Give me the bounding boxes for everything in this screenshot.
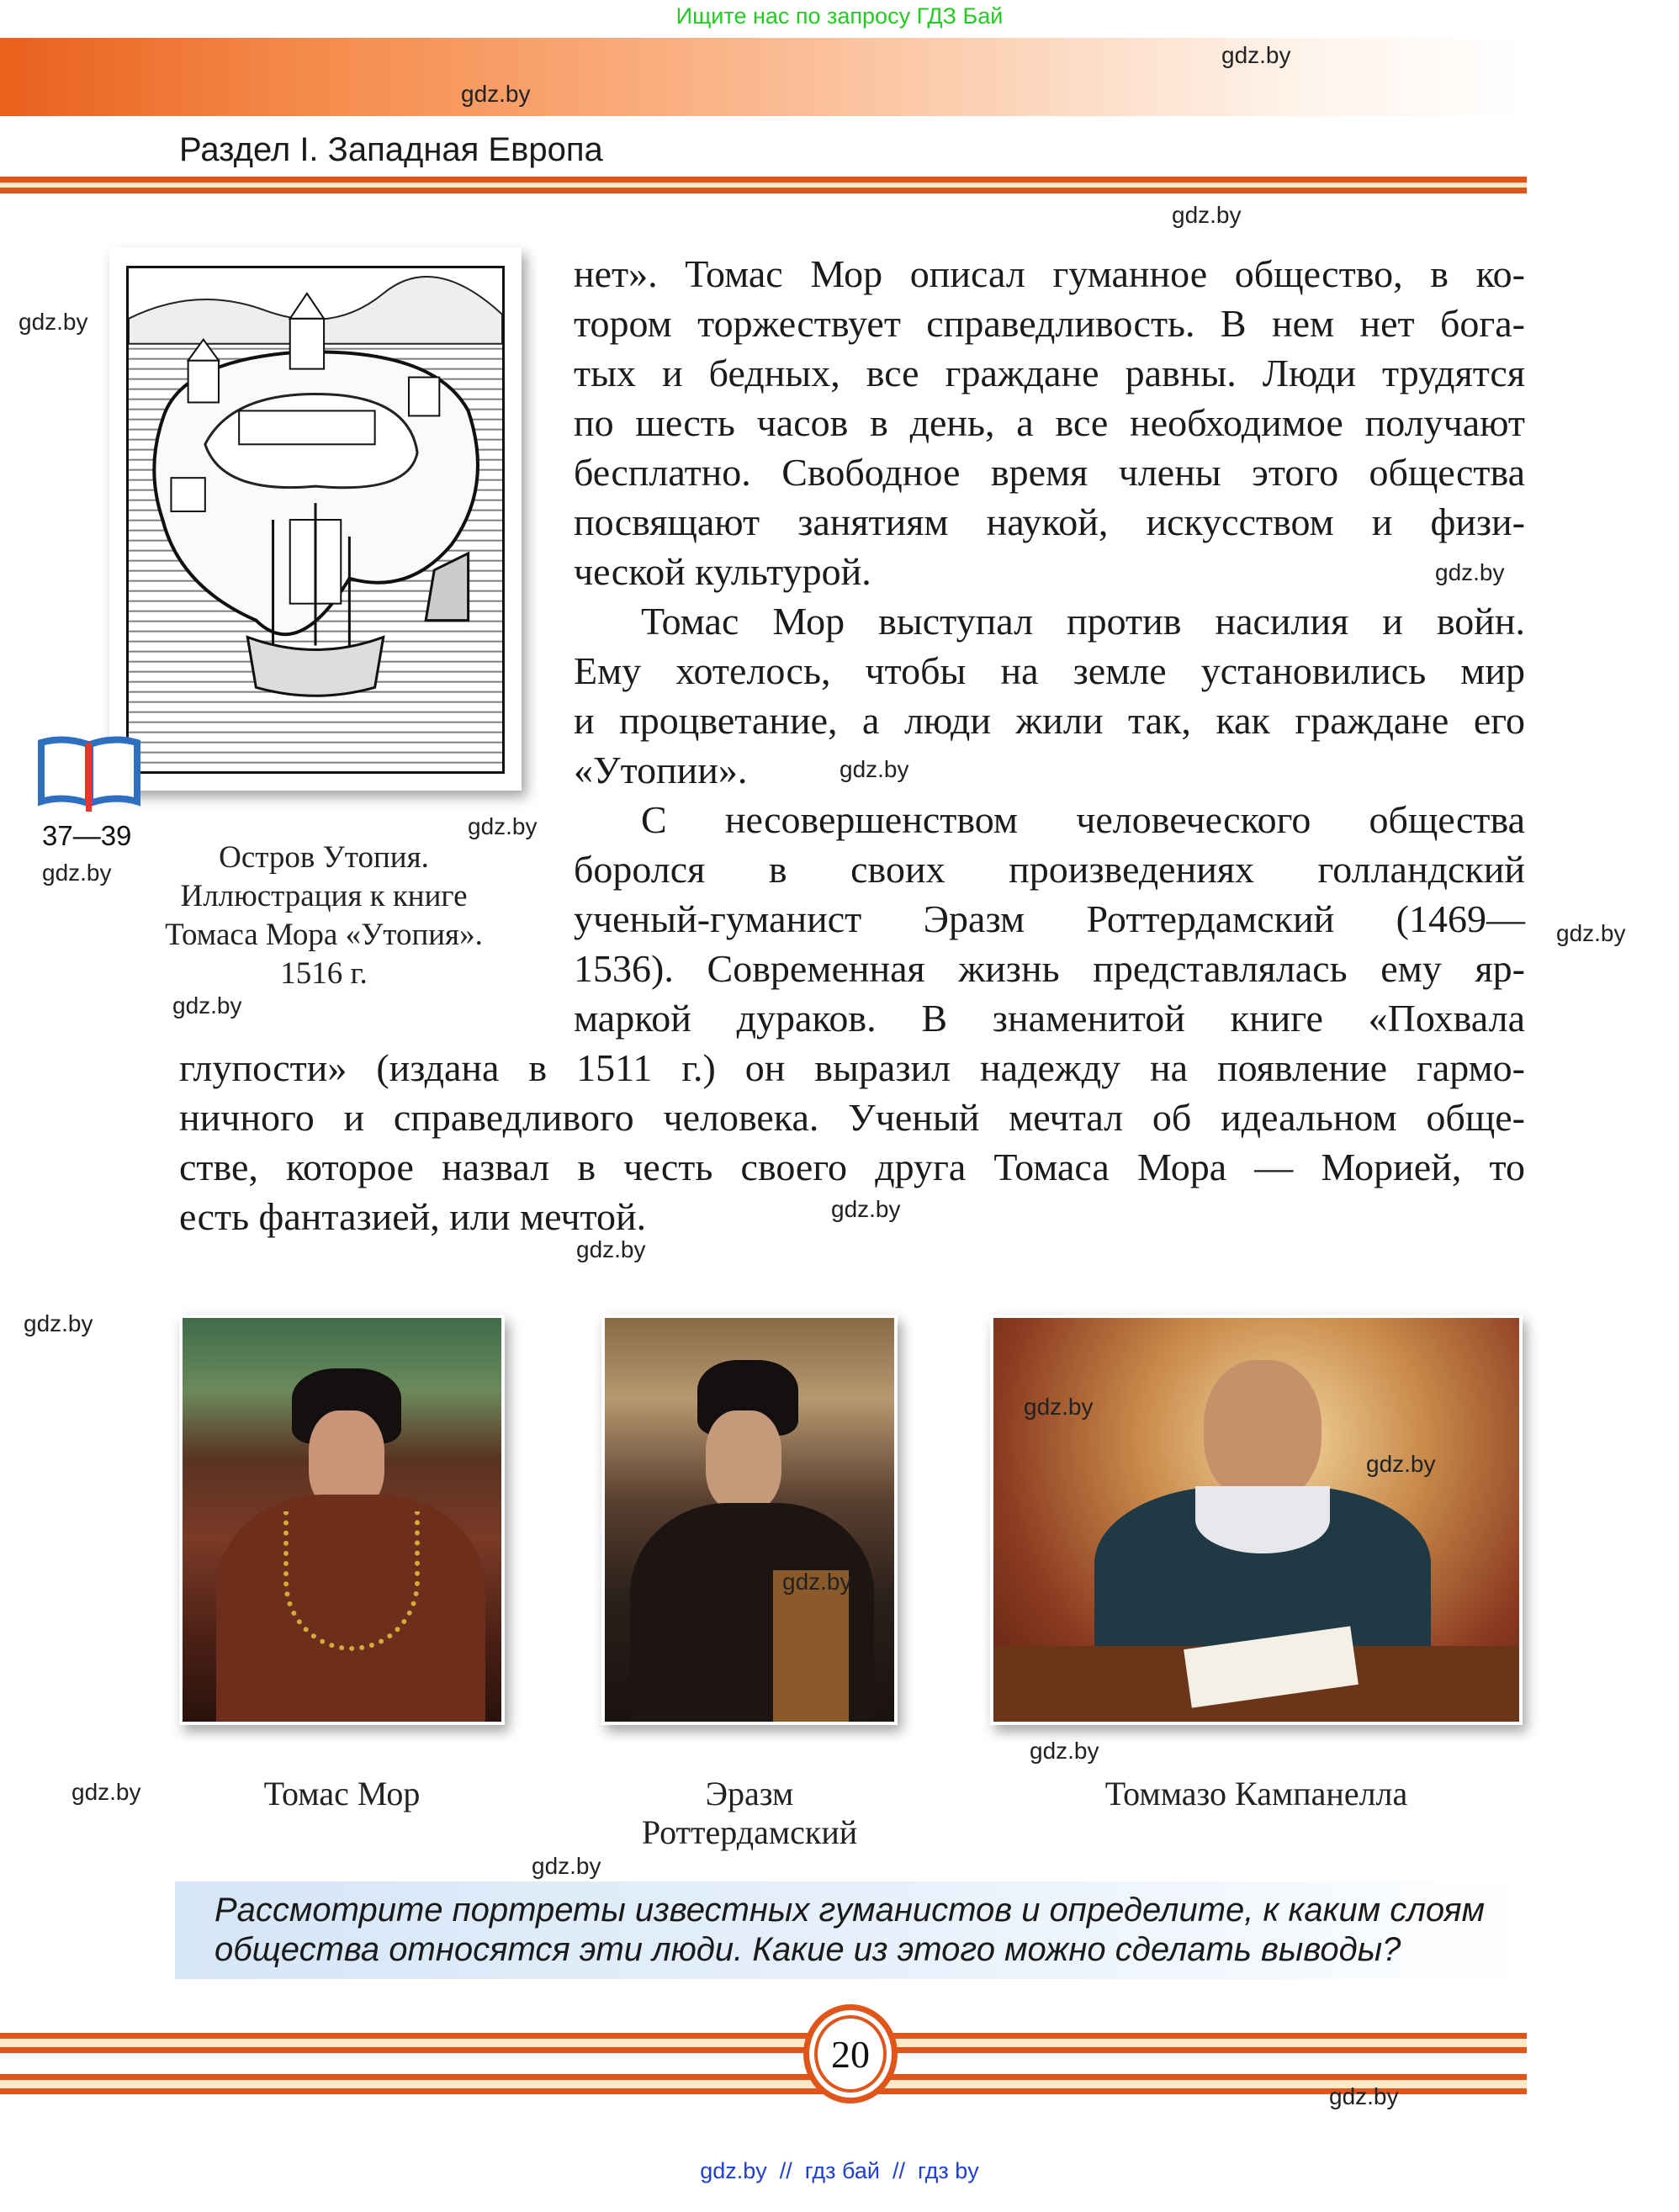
page-number: 20 [814, 2015, 887, 2093]
caption-line: Иллюстрация к книге [180, 879, 468, 913]
name-line: Эразм [705, 1775, 794, 1812]
watermark: gdz.by [1435, 559, 1505, 585]
watermark: gdz.by [24, 1310, 93, 1336]
portrait-image [605, 1318, 894, 1722]
footer-divider-gap [0, 2080, 1527, 2088]
header-divider-line [0, 177, 1527, 183]
paragraph-line: посвящают занятиям наукой, искусством и физи- [574, 500, 1525, 543]
header-gradient-band [0, 38, 1523, 116]
question-line: Рассмотрите портреты известных гуманистов и определите, к каким слоям [215, 1892, 1485, 1929]
caption-line: 1516 г. [280, 956, 368, 991]
paragraph-line: глупости» (издана в 1511 г.) он выразил надежду на появление гармо- [179, 1046, 1525, 1089]
watermark: gdz.by [19, 309, 88, 335]
paragraph-line: Томас Мор выступал против насилия и войн. [641, 600, 1525, 643]
watermark: gdz.by [1172, 202, 1242, 228]
footer-divider-line [0, 2074, 1527, 2080]
open-book-icon [38, 734, 140, 814]
search-promo-banner[interactable]: Ищите нас по запросу ГДЗ Бай [675, 3, 1004, 29]
paragraph-line: 1536). Современная жизнь представлялась ему яр- [574, 947, 1525, 990]
paragraph-line: С несовершенством человеческого общества [641, 798, 1525, 841]
footer-divider-line [0, 2047, 1527, 2053]
name-line: Томмазо Кампанелла [1104, 1775, 1408, 1812]
paragraph-line: маркой дураков. В знаменитой книге «Похвала [574, 997, 1525, 1040]
caption-line: Томаса Мора «Утопия». [165, 918, 483, 952]
paragraph-line: «Утопии». [574, 749, 748, 791]
watermark: gdz.by [831, 1196, 901, 1222]
section-title: Раздел I. Западная Европа [179, 131, 603, 168]
watermark: gdz.by [468, 813, 538, 839]
paragraph-line: ученый-гуманист Эразм Роттердамский (1469— [574, 897, 1525, 940]
watermark: gdz.by [461, 81, 531, 107]
paragraph-line: нет». Томас Мор описал гуманное общество, в ко- [574, 252, 1525, 295]
footer-divider-gap [0, 2039, 1527, 2047]
portrait-name [990, 1775, 1523, 1813]
header-divider-line [0, 188, 1527, 193]
utopia-illustration [109, 247, 522, 791]
utopia-woodcut-image [126, 266, 505, 774]
portrait-name [179, 1775, 505, 1813]
island-drawing-icon [129, 268, 502, 771]
watermark: gdz.by [576, 1236, 646, 1262]
textbook-reference-icon[interactable] [38, 734, 140, 814]
watermark: gdz.by [840, 756, 909, 782]
watermark: gdz.by [1366, 1451, 1436, 1477]
paragraph-line: есть фантазией, или мечтой. [179, 1195, 647, 1238]
paragraph-line: бесплатно. Свободное время члены этого общества [574, 451, 1525, 494]
portrait-thomas-more [179, 1315, 505, 1725]
watermark: gdz.by [1030, 1738, 1099, 1764]
paragraph-line: боролся в своих произведениях голландский [574, 848, 1525, 891]
portrait-image [993, 1318, 1519, 1722]
portrait-name [601, 1775, 898, 1852]
paragraph-line: Ему хотелось, чтобы на земле установились мир [574, 649, 1525, 692]
caption-line: Остров Утопия. [219, 840, 429, 875]
watermark: gdz.by [172, 992, 242, 1019]
watermark: gdz.by [1556, 920, 1626, 946]
name-line: Роттердамский [641, 1813, 858, 1851]
footer-divider-line [0, 2033, 1527, 2039]
name-line: Томас Мор [263, 1775, 421, 1812]
paragraph-line: по шесть часов в день, а все необходимое получают [574, 401, 1525, 444]
watermark: gdz.by [1024, 1394, 1094, 1420]
portrait-erasmus [601, 1315, 898, 1725]
portrait-tommaso-campanella [990, 1315, 1523, 1725]
watermark: gdz.by [42, 860, 112, 886]
paragraph-line: тором торжествует справедливость. В нем нет бога- [574, 302, 1525, 345]
figure-caption [118, 839, 530, 993]
footer-divider-line [0, 2088, 1527, 2094]
paragraph-line: и процветание, а люди жили так, как граждане его [574, 699, 1525, 742]
question-line: общества относятся эти люди. Какие из этого можно сделать выводы? [215, 1931, 1401, 1968]
paragraph-line: стве, которое назвал в честь своего друга Томаса Мора — Морией, то [179, 1146, 1525, 1188]
portrait-image [183, 1318, 501, 1722]
page-number-badge [803, 2004, 898, 2104]
paragraph-line: ничного и справедливого человека. Ученый мечтал об идеальном обще- [179, 1096, 1525, 1139]
footer-links[interactable]: gdz.by // гдз бай // гдз by [700, 2158, 979, 2183]
watermark: gdz.by [72, 1779, 141, 1805]
paragraph-line: ческой культурой. [574, 550, 871, 593]
question-text [215, 1891, 1527, 1970]
watermark: gdz.by [1329, 2083, 1399, 2109]
reference-pages: 37—39 [42, 820, 132, 851]
paragraph-line: тых и бедных, все граждане равны. Люди трудятся [574, 352, 1525, 394]
watermark: gdz.by [1221, 42, 1291, 68]
watermark: gdz.by [782, 1569, 852, 1595]
watermark: gdz.by [532, 1853, 601, 1879]
